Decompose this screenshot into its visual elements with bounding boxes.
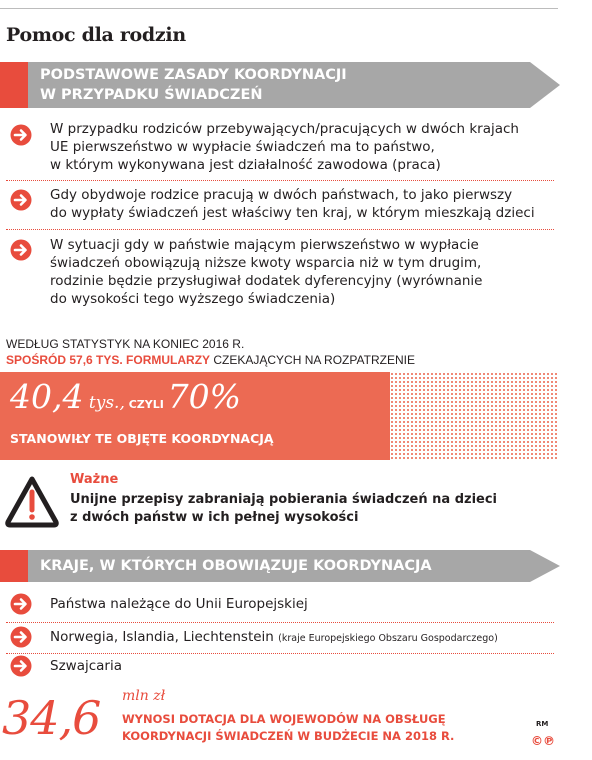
- author-initials: RM: [536, 720, 549, 728]
- warning-line1: Unijne przepisy zabraniają pobierania świadczeń na dzieci: [70, 492, 498, 507]
- arrow-right-circle-icon: [10, 655, 32, 677]
- top-rule: [0, 8, 558, 9]
- section-title-line1: PODSTAWOWE ZASADY KOORDYNACJI: [40, 67, 347, 83]
- country-2-note: (kraje Europejskiego Obszaru Gospodarczego): [278, 633, 498, 644]
- stat-big-value: [10, 377, 241, 416]
- copyright-mark: ©℗: [531, 734, 555, 748]
- warning-line2: z dwóch państw w ich pełnej wysokości: [70, 510, 359, 525]
- rule-3-line3: rodzinie będzie przysługiwał dodatek dyferencyjny (wyrównanie: [50, 273, 483, 289]
- page-title: Pomoc dla rodzin: [6, 24, 186, 46]
- arrow-right-circle-icon: [10, 124, 32, 146]
- section-header-accent: [0, 62, 28, 108]
- rule-3-line1: W sytuacji gdy w państwie mającym pierwszeństwo w wypłacie: [50, 237, 479, 253]
- divider: [6, 229, 554, 230]
- rule-3-line4: do wysokości tego wyższego świadczenia): [50, 291, 336, 307]
- arrow-right-circle-icon: [10, 189, 32, 211]
- bottom-caption: [122, 711, 454, 745]
- warning-title: Ważne: [70, 472, 119, 487]
- section-title-countries: KRAJE, W KTÓRYCH OBOWIĄZUJE KOORDYNACJA: [40, 558, 432, 574]
- stats-line2: [6, 353, 415, 367]
- stats-line2-rest: CZEKAJĄCYCH NA ROZPATRZENIE: [210, 353, 415, 367]
- country-item-1: [50, 595, 308, 613]
- stat-percent: 70%: [167, 377, 241, 416]
- divider: [6, 653, 554, 654]
- country-3-text: Szwajcaria: [50, 658, 122, 674]
- section-title-rules: [40, 65, 347, 105]
- rule-1-line3: w którym wykonywana jest działalność zawodowa (praca): [50, 157, 441, 173]
- country-item-3: [50, 657, 122, 675]
- arrow-right-circle-icon: [10, 593, 32, 615]
- country-1-text: Państwa należące do Unii Europejskiej: [50, 596, 308, 612]
- bottom-value: 34,6: [2, 691, 101, 745]
- stats-line1: WEDŁUG STATYSTYK NA KONIEC 2016 R.: [6, 337, 245, 351]
- bottom-caption-line1: WYNOSI DOTACJA DLA WOJEWODÓW NA OBSŁUGĘ: [122, 712, 446, 726]
- stat-czyli: CZYLI: [124, 398, 168, 411]
- rule-3-text: [50, 236, 483, 308]
- rule-2-line1: Gdy obydwoje rodzice pracują w dwóch państwach, to jako pierwszy: [50, 187, 513, 203]
- rule-1-line2: UE pierwszeństwo w wypłacie świadczeń ma to państwo,: [50, 139, 435, 155]
- country-2-text: Norwegia, Islandia, Liechtenstein: [50, 629, 279, 645]
- stat-value: 40,4: [10, 377, 84, 416]
- arrow-right-circle-icon: [10, 239, 32, 261]
- section-header-accent: [0, 550, 28, 582]
- country-item-2: [50, 628, 498, 648]
- rule-3-line2: świadczeń obowiązują niższe kwoty wsparcia niż w tym drugim,: [50, 255, 482, 271]
- divider: [6, 180, 554, 181]
- stats-highlight: SPOŚRÓD 57,6 TYS. FORMULARZY: [6, 353, 211, 367]
- bottom-unit: mln zł: [122, 688, 166, 704]
- rule-1-text: [50, 120, 519, 174]
- dot-pattern: [390, 372, 558, 460]
- arrow-right-circle-icon: [10, 626, 32, 648]
- rule-1-line1: W przypadku rodziców przebywających/pracujących w dwóch krajach: [50, 121, 519, 137]
- divider: [6, 622, 554, 623]
- warning-triangle-icon: [4, 474, 60, 530]
- stat-caption: STANOWIŁY TE OBJĘTE KOORDYNACJĄ: [10, 431, 274, 446]
- warning-text: [70, 491, 497, 527]
- bottom-caption-line2: KOORDYNACJI ŚWIADCZEŃ W BUDŻECIE NA 2018 R.: [122, 729, 455, 743]
- rule-2-text: [50, 186, 535, 222]
- rule-2-line2: do wypłaty świadczeń jest właściwy ten kraj, w którym mieszkają dzieci: [50, 205, 535, 221]
- stat-unit: tys.,: [83, 393, 125, 413]
- section-title-line2: W PRZYPADKU ŚWIADCZEŃ: [40, 87, 263, 103]
